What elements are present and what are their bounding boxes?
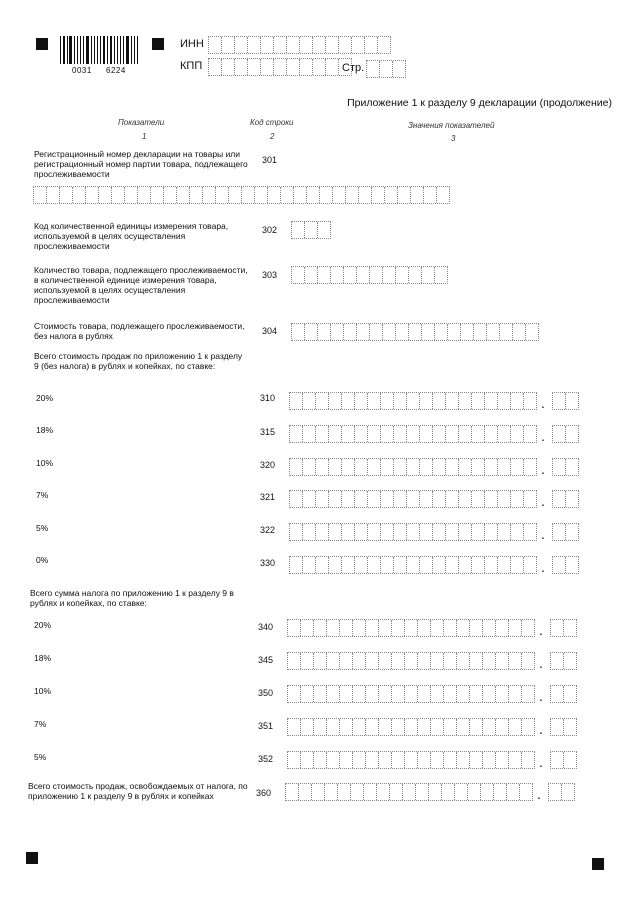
row-352-label: 5%	[34, 752, 47, 762]
row-310-code: 310	[260, 393, 276, 403]
inn-label: ИНН	[180, 38, 204, 50]
row-320-decimal-dot: .	[541, 461, 545, 477]
column-number-2: 2	[270, 132, 275, 141]
row-321-field[interactable]	[289, 490, 537, 508]
row-320-label: 10%	[36, 458, 54, 468]
row-315-label: 18%	[36, 425, 54, 435]
row-301-field[interactable]	[33, 186, 450, 204]
row-350-decimal-dot: .	[539, 688, 543, 704]
registration-mark-bottom-right	[592, 858, 604, 870]
barcode-number-left: 0031	[72, 66, 92, 75]
row-360-text: Всего стоимость продаж, освобождаемых от налога, по приложению 1 к разделу 9 в рублях и копейках	[28, 781, 248, 801]
column-header-indicators: Показатели	[118, 118, 165, 127]
row-310-label: 20%	[36, 393, 54, 403]
row-303-text: Количество товара, подлежащего прослеживаемости, в количественной единице измерения товара, используемой в целях осуществления прослеживаемости	[34, 265, 248, 305]
kpp-field[interactable]	[208, 58, 352, 76]
row-304-text: Стоимость товара, подлежащего прослеживаемости, без налога в рублях	[34, 321, 245, 341]
row-322-label: 5%	[36, 523, 49, 533]
row-360-kopecks[interactable]	[548, 783, 575, 801]
row-302-code: 302	[262, 225, 278, 235]
row-340-kopecks[interactable]	[550, 619, 577, 637]
row-315-decimal-dot: .	[541, 428, 545, 444]
registration-mark-top-right	[152, 38, 164, 50]
row-302-text: Код количественной единицы измерения товара, используемой в целях осуществления прослеживаемости	[34, 221, 229, 251]
row-340-field[interactable]	[287, 619, 535, 637]
column-header-code: Код строки	[250, 118, 294, 127]
sales-total-group-text: Всего стоимость продаж по приложению 1 к разделу 9 (без налога) в рублях и копейках, по ставке:	[34, 351, 243, 371]
row-310-decimal-dot: .	[541, 395, 545, 411]
row-304-field[interactable]	[291, 323, 539, 341]
row-315-code: 315	[260, 427, 276, 437]
row-360-code: 360	[256, 788, 272, 798]
row-340-code: 340	[258, 622, 274, 632]
column-header-values: Значения показателей	[408, 121, 495, 130]
row-330-kopecks[interactable]	[552, 556, 579, 574]
row-350-label: 10%	[34, 686, 52, 696]
inn-field[interactable]	[208, 36, 391, 54]
row-321-decimal-dot: .	[541, 493, 545, 509]
registration-mark-top-left	[36, 38, 48, 50]
row-302-field[interactable]	[291, 221, 331, 239]
barcode	[60, 36, 140, 64]
row-322-code: 322	[260, 525, 276, 535]
row-330-field[interactable]	[289, 556, 537, 574]
row-350-code: 350	[258, 688, 274, 698]
row-310-field[interactable]	[289, 392, 537, 410]
row-345-label: 18%	[34, 653, 52, 663]
row-321-kopecks[interactable]	[552, 490, 579, 508]
row-351-code: 351	[258, 721, 274, 731]
row-304-code: 304	[262, 326, 278, 336]
row-351-field[interactable]	[287, 718, 535, 736]
row-345-decimal-dot: .	[539, 655, 543, 671]
row-315-kopecks[interactable]	[552, 425, 579, 443]
row-345-kopecks[interactable]	[550, 652, 577, 670]
row-351-label: 7%	[34, 719, 47, 729]
row-340-decimal-dot: .	[539, 622, 543, 638]
row-352-kopecks[interactable]	[550, 751, 577, 769]
tax-total-group-text: Всего сумма налога по приложению 1 к разделу 9 в рублях и копейках, по ставке:	[30, 588, 234, 608]
row-320-field[interactable]	[289, 458, 537, 476]
row-321-code: 321	[260, 492, 276, 502]
row-322-field[interactable]	[289, 523, 537, 541]
row-352-code: 352	[258, 754, 274, 764]
row-345-code: 345	[258, 655, 274, 665]
page-title: Приложение 1 к разделу 9 декларации (продолжение)	[347, 97, 612, 109]
row-351-kopecks[interactable]	[550, 718, 577, 736]
row-352-decimal-dot: .	[539, 754, 543, 770]
kpp-label: КПП	[180, 60, 203, 72]
row-330-label: 0%	[36, 555, 49, 565]
row-321-label: 7%	[36, 490, 49, 500]
row-340-label: 20%	[34, 620, 52, 630]
row-322-decimal-dot: .	[541, 526, 545, 542]
row-301-text: Регистрационный номер декларации на товары или регистрационный номер партии товара, подлежащего прослеживаемости	[34, 149, 248, 179]
row-345-field[interactable]	[287, 652, 535, 670]
row-315-field[interactable]	[289, 425, 537, 443]
row-330-decimal-dot: .	[541, 559, 545, 575]
row-310-kopecks[interactable]	[552, 392, 579, 410]
row-360-decimal-dot: .	[537, 786, 541, 802]
row-352-field[interactable]	[287, 751, 535, 769]
page-label: Стр.	[342, 62, 365, 74]
registration-mark-bottom-left	[26, 852, 38, 864]
row-303-field[interactable]	[291, 266, 448, 284]
row-320-code: 320	[260, 460, 276, 470]
page-field[interactable]	[366, 60, 406, 78]
row-350-field[interactable]	[287, 685, 535, 703]
row-320-kopecks[interactable]	[552, 458, 579, 476]
row-350-kopecks[interactable]	[550, 685, 577, 703]
row-303-code: 303	[262, 270, 278, 280]
row-360-field[interactable]	[285, 783, 533, 801]
row-351-decimal-dot: .	[539, 721, 543, 737]
row-322-kopecks[interactable]	[552, 523, 579, 541]
column-number-1: 1	[142, 132, 147, 141]
barcode-number-right: 6224	[106, 66, 126, 75]
column-number-3: 3	[451, 134, 456, 143]
row-301-code: 301	[262, 155, 278, 165]
row-330-code: 330	[260, 558, 276, 568]
